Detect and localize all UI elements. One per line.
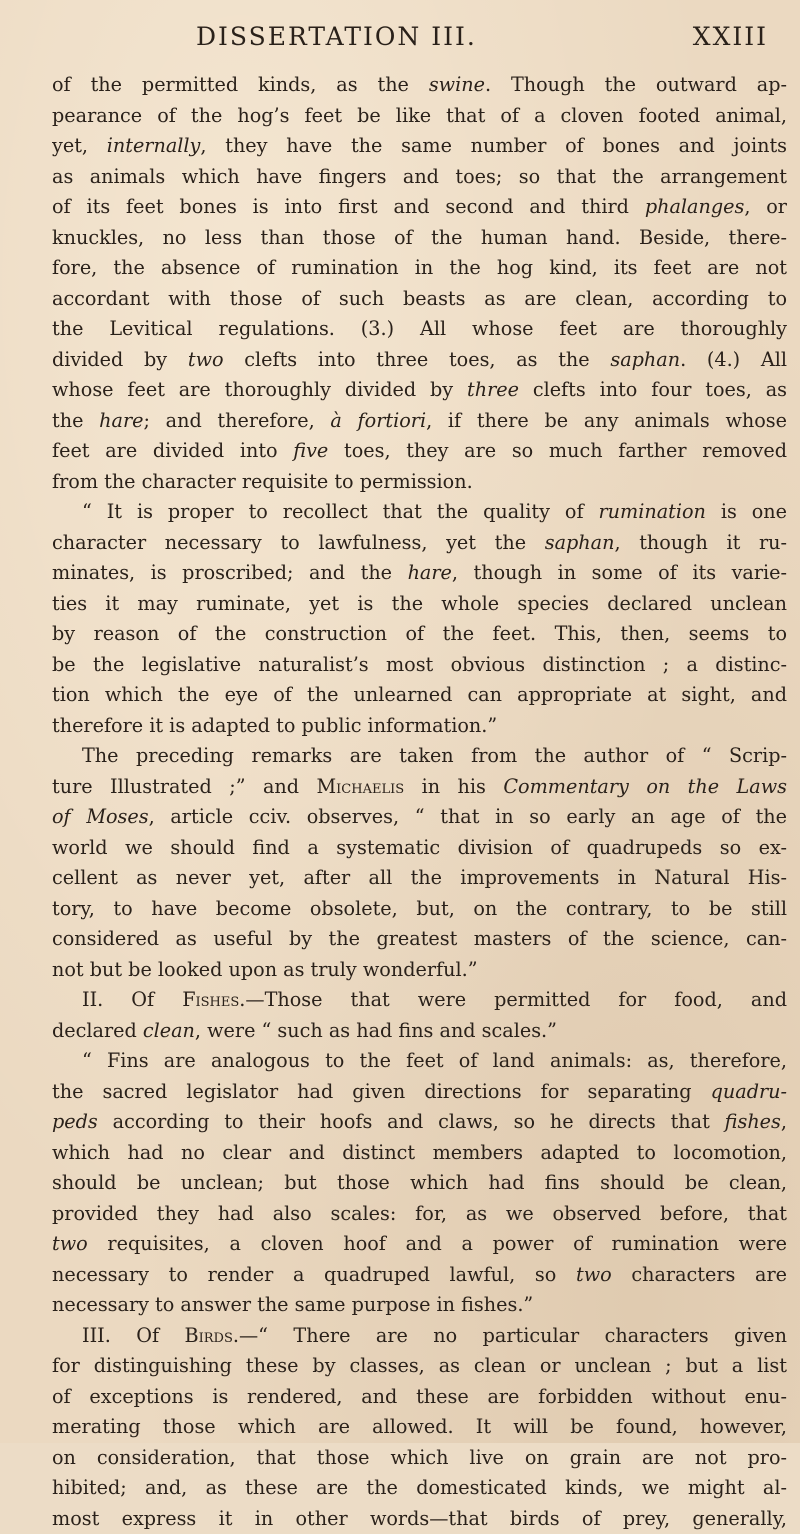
text-line: fore, the absence of rumination in the hog kind, its feet are not <box>52 253 787 284</box>
text-line: peds according to their hoofs and claws, so he directs that fishes, <box>52 1107 787 1138</box>
text-line: divided by two clefts into three toes, as the saphan. (4.) All <box>52 345 787 376</box>
text-line: minates, is proscribed; and the hare, though in some of its varie- <box>52 558 787 589</box>
text-line: of exceptions is rendered, and these are forbidden without enu- <box>52 1382 787 1413</box>
text-line: tory, to have become obsolete, but, on the contrary, to be still <box>52 894 787 925</box>
text-line: of Moses, article cciv. observes, “ that in so early an age of the <box>52 802 787 833</box>
text-line: cellent as never yet, after all the improvements in Natural His- <box>52 863 787 894</box>
text-line: considered as useful by the greatest masters of the science, can- <box>52 924 787 955</box>
text-line: necessary to render a quadruped lawful, so two characters are <box>52 1260 787 1291</box>
text-line: yet, internally, they have the same number of bones and joints <box>52 131 787 162</box>
text-line: therefore it is adapted to public information.” <box>52 711 787 742</box>
text-line: necessary to answer the same purpose in fishes.” <box>52 1290 787 1321</box>
text-line: “ It is proper to recollect that the quality of rumination is one <box>52 497 787 528</box>
text-line: knuckles, no less than those of the human hand. Beside, there- <box>52 223 787 254</box>
text-line: II. Of Fishes.—Those that were permitted for food, and <box>52 985 787 1016</box>
text-line: on consideration, that those which live on grain are not pro- <box>52 1443 787 1474</box>
text-line: feet are divided into five toes, they are so much farther removed <box>52 436 787 467</box>
text-line: declared clean, were “ such as had fins and scales.” <box>52 1016 787 1047</box>
text-line: ties it may ruminate, yet is the whole species declared unclean <box>52 589 787 620</box>
text-line: The preceding remarks are taken from the author of “ Scrip- <box>52 741 787 772</box>
text-line: of the permitted kinds, as the swine. Though the outward ap- <box>52 70 787 101</box>
text-line: two requisites, a cloven hoof and a power of rumination were <box>52 1229 787 1260</box>
text-line: tion which the eye of the unlearned can appropriate at sight, and <box>52 680 787 711</box>
text-line: for distinguishing these by classes, as clean or unclean ; but a list <box>52 1351 787 1382</box>
text-line: the Levitical regulations. (3.) All whose feet are thoroughly <box>52 314 787 345</box>
text-line: hibited; and, as these are the domesticated kinds, we might al- <box>52 1473 787 1504</box>
text-line: character necessary to lawfulness, yet the saphan, though it ru- <box>52 528 787 559</box>
text-line: of its feet bones is into first and second and third phalanges, or <box>52 192 787 223</box>
page-number: XXIII <box>693 22 768 51</box>
text-line: world we should find a systematic division of quadrupeds so ex- <box>52 833 787 864</box>
text-line: ture Illustrated ;” and Michaelis in his Commentary on the Laws <box>52 772 787 803</box>
text-line: the sacred legislator had given directions for separating quadru- <box>52 1077 787 1108</box>
text-line: accordant with those of such beasts as are clean, according to <box>52 284 787 315</box>
page-header <box>0 14 800 54</box>
text-line: the hare; and therefore, à fortiori, if there be any animals whose <box>52 406 787 437</box>
text-line: as animals which have fingers and toes; so that the arrangement <box>52 162 787 193</box>
body-text <box>52 70 787 1534</box>
text-line: pearance of the hog’s feet be like that of a cloven footed animal, <box>52 101 787 132</box>
text-line: by reason of the construction of the feet. This, then, seems to <box>52 619 787 650</box>
text-line: from the character requisite to permission. <box>52 467 787 498</box>
text-line: provided they had also scales: for, as we observed before, that <box>52 1199 787 1230</box>
running-title: DISSERTATION III. <box>196 22 477 51</box>
text-line: whose feet are thoroughly divided by three clefts into four toes, as <box>52 375 787 406</box>
text-line: which had no clear and distinct members adapted to locomotion, <box>52 1138 787 1169</box>
text-line: III. Of Birds.—“ There are no particular characters given <box>52 1321 787 1352</box>
text-line: should be unclean; but those which had fins should be clean, <box>52 1168 787 1199</box>
text-line: merating those which are allowed. It will be found, however, <box>52 1412 787 1443</box>
text-line: “ Fins are analogous to the feet of land animals: as, therefore, <box>52 1046 787 1077</box>
text-line: most express it in other words—that birds of prey, generally, <box>52 1504 787 1534</box>
text-line: be the legislative naturalist’s most obvious distinction ; a distinc- <box>52 650 787 681</box>
text-line: not but be looked upon as truly wonderful.” <box>52 955 787 986</box>
